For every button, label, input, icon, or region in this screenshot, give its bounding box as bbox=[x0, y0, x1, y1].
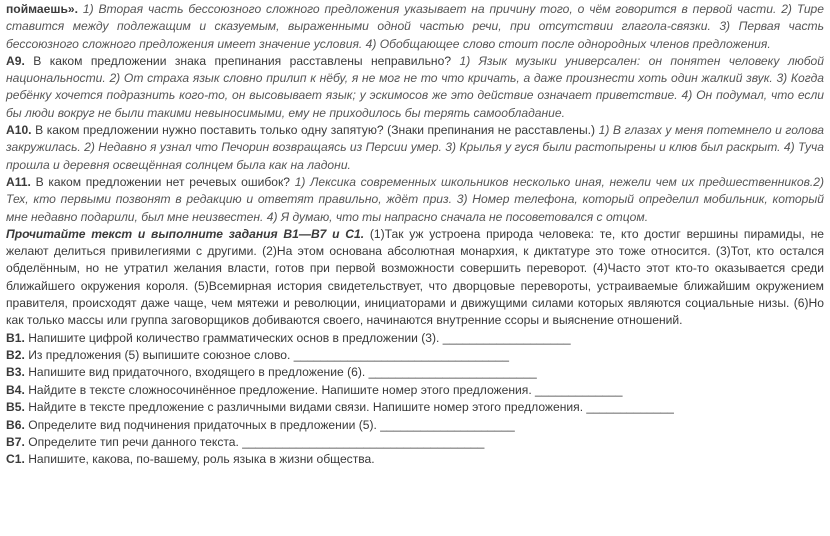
question-label: А10. bbox=[6, 123, 32, 138]
task-b5 bbox=[6, 399, 824, 416]
previous-question-options-text: 1) Вторая часть бессоюзного сложного предложения указывает на причину того, о чём говорится в первой части. 2) Тире ставится между подлежащим и сказуемым, выраженными одной частью речи, при отсутствии глагола-связки. 3) Первая часть бессоюзного сложного предложения имеет значение условия. 4) Обобщающее слово стоит после однородных членов предложения. bbox=[6, 2, 824, 51]
task-label: В5. bbox=[6, 400, 25, 415]
task-text: Определите вид подчинения придаточных в предложении (5). ____________________ bbox=[24, 417, 515, 432]
task-text: Из предложения (5) выпишите союзное слово. ________________________________ bbox=[24, 348, 509, 363]
task-b7 bbox=[6, 434, 824, 451]
task-label: С1. bbox=[6, 452, 25, 467]
question-text: В каком предложении нет речевых ошибок? bbox=[30, 174, 291, 189]
task-label: В2. bbox=[6, 348, 25, 363]
task-text: Найдите в тексте предложение с различными видами связи. Напишите номер этого предложения. _____________ bbox=[24, 400, 674, 415]
question-label: А11. bbox=[6, 174, 31, 189]
question-text: В каком предложении знака препинания расставлены неправильно? bbox=[24, 53, 452, 68]
task-c1 bbox=[6, 451, 824, 468]
task-text: Найдите в тексте сложносочинённое предложение. Напишите номер этого предложения. _____________ bbox=[24, 382, 623, 397]
task-b3 bbox=[6, 364, 824, 381]
question-text: В каком предложении нужно поставить только одну запятую? (Знаки препинания не расставлены.) bbox=[31, 123, 596, 138]
question-options: 1) Лексика современных школьников несколько иная, нежели чем их предшественников.2) Тех, кто первыми позвонят в редакцию и ответят правильно, ждёт приз. 3) Номер телефона, который определил мобильник, который мне недавно подарили, был мне неизвестен. 4) Я думаю, что ты напрасно сначала не посоветовался с отцом. bbox=[6, 174, 824, 224]
task-label: В1. bbox=[6, 330, 25, 345]
question-a10 bbox=[6, 122, 824, 174]
task-label: В4. bbox=[6, 382, 25, 397]
question-a9 bbox=[6, 53, 824, 122]
task-label: В7. bbox=[6, 435, 25, 450]
task-label: В3. bbox=[6, 365, 25, 380]
task-text: Напишите вид придаточного, входящего в предложение (6). _________________________ bbox=[24, 365, 537, 380]
previous-question-options bbox=[6, 1, 824, 53]
task-text: Определите тип речи данного текста. ____________________________________ bbox=[24, 435, 485, 450]
question-a11 bbox=[6, 174, 824, 226]
reading-instruction: Прочитайте текст и выполните задания В1—В7 и С1. bbox=[6, 226, 365, 241]
task-b1 bbox=[6, 330, 824, 347]
question-label: А9. bbox=[6, 53, 25, 68]
previous-question-tail: поймаешь». bbox=[6, 2, 78, 16]
task-label: В6. bbox=[6, 417, 25, 432]
task-b6 bbox=[6, 417, 824, 434]
reading-passage bbox=[6, 226, 824, 330]
task-b2 bbox=[6, 347, 824, 364]
reading-text: (1)Так уж устроена природа человека: те, кто достиг вершины пирамиды, не желают делиться привилегиями с другими. (2)На этом основана абсолютная монархия, к диктатуре это тоже относится. (3)Тот, кто остался обделённым, но не утратил желания власти, готов при первой возможности совершить переворот. (4)Часто этот кто-то оказывается среди ближайшего окружения короля. (5)Всемирная история свидетельствует, что дворцовые перевороты, устраиваемые ближайшим окружением правителя, происходят даже чаще, чем мятежи и революции, инициаторами и движущими силами которых являются социальные низы. (6)Но как только массы или группа заговорщиков добиваются своего, начинаются внутренние ссоры и выяснение отношений. bbox=[6, 226, 824, 328]
task-text: Напишите, какова, по-вашему, роль языка в жизни общества. bbox=[24, 452, 375, 467]
question-options: 1) Язык музыки универсален: он понятен человеку любой национальности. 2) От страха язык словно прилип к нёбу, я не мог не то что кричать, а даже произнести хоть один жалкий звук. 3) Когда ребёнку хочется подразнить кого-то, он высовывает язык; у эскимосов же это действие означает приветствие. 4) Он подумал, что если бы люди вокруг не были такими невыносимыми, ему не приходилось бы терять самообладание. bbox=[6, 53, 824, 120]
task-b4 bbox=[6, 382, 824, 399]
task-text: Напишите цифрой количество грамматических основ в предложении (3). ___________________ bbox=[24, 330, 571, 345]
question-options: 1) В глазах у меня потемнело и голова закружилась. 2) Недавно я узнал что Печорин возвращаясь из Персии умер. 3) Крылья у гуся были растопырены и клюв был раскрыт. 4) Туча прошла и деревня освещённая солнцем была как на ладони. bbox=[6, 123, 824, 172]
